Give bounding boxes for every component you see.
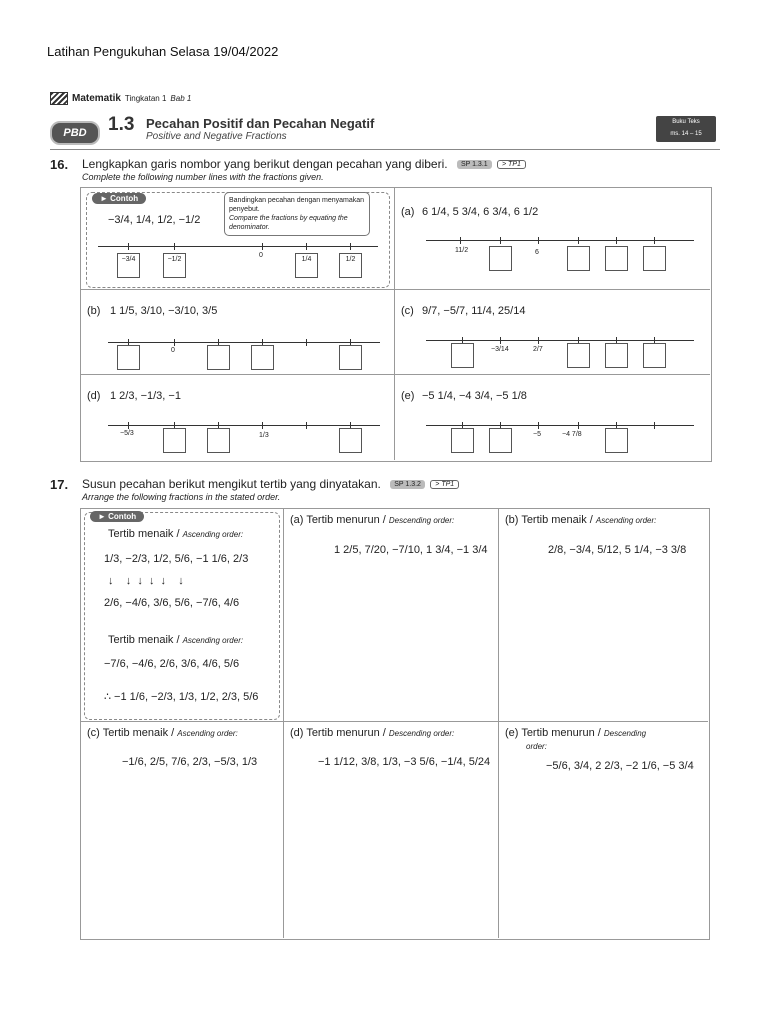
q17-number: 17. [50,477,69,492]
tick [128,243,129,250]
q16e-answer-box[interactable] [489,428,512,453]
tick [262,422,263,429]
q16b-answer-box[interactable] [339,345,362,370]
q16e-mark-1: −5 [533,431,541,438]
q16-grid-hline2 [80,374,710,375]
q16b-answer-box[interactable] [207,345,230,370]
q16b-label: (b) [87,305,101,317]
tick [578,422,579,429]
q17b-fractions: 2/8, −3/4, 5/12, 5 1/4, −3 3/8 [548,544,687,556]
q17-tp-tag: > TP1 [430,480,459,489]
tick [654,422,655,429]
q16-example-zero: 0 [259,252,263,259]
q16d-mark-1: −5/3 [120,430,134,437]
q17-example-line-4: ∴ −1 1/6, −2/3, 1/3, 1/2, 2/3, 5/6 [104,691,259,703]
q16c-fractions: 9/7, −5/7, 11/4, 25/14 [422,305,526,317]
q17-example-heading-1 [108,528,243,540]
descending-ms: Tertib menurun / [306,727,386,739]
q17d-heading [290,727,454,739]
q17a-heading [290,514,454,526]
q16-example-box-2: −1/2 [163,253,186,278]
q17-grid-vline1 [283,508,284,938]
q16b-fractions: 1 1/5, 3/10, −3/10, 3/5 [110,305,218,317]
section-number: 1.3 [108,114,135,135]
ascending-ms: Tertib menaik / [108,528,180,540]
descending-en-short: Descending [603,729,647,738]
tick [538,237,539,244]
q17-grid-hline [80,721,708,722]
q17-text [82,477,459,491]
q16c-mark-1: −3/14 [491,346,509,353]
tick [500,337,501,344]
q17b-heading [505,514,656,526]
q16c-answer-box[interactable] [451,343,474,368]
section-subtitle: Positive and Negative Fractions [146,131,287,142]
q16e-label: (e) [401,390,415,402]
tick [578,237,579,244]
q16d-numberline [108,425,380,426]
book-subject: Matematik [72,93,121,104]
q16-sp-tag: SP 1.3.1 [457,160,492,169]
q16a-mark-2: 6 [535,249,539,256]
q17a-fractions: 1 2/5, 7/20, −7/10, 1 3/4, −1 3/4 [334,544,488,556]
q17c-label: (c) [87,727,100,739]
q17d-label: (d) [290,727,304,739]
q16-example-box-3: 1/4 [295,253,318,278]
q16b-mark-1: 0 [171,347,175,354]
q16-example-numberline [98,246,378,247]
q17-text-ms: Susun pecahan berikut mengikut tertib yang dinyatakan. [82,477,381,491]
q16-text-ms: Lengkapkan garis nombor yang berikut dengan pecahan yang diberi. [82,157,448,171]
q16d-answer-box[interactable] [163,428,186,453]
q16e-answer-box[interactable] [451,428,474,453]
q16a-answer-box[interactable] [643,246,666,271]
q16-grid-hline1 [80,289,710,290]
q16a-answer-box[interactable] [605,246,628,271]
q16-contoh-tag: ► Contoh [92,193,146,204]
descending-en: Descending order: [388,729,455,738]
tick [128,422,129,429]
ascending-en: Ascending order: [182,530,244,539]
tick [174,243,175,250]
book-level: Tingkatan 1 [124,94,167,103]
header-rule [50,149,720,150]
book-header [50,92,191,105]
q16d-label: (d) [87,390,101,402]
q17-contoh-tag: ► Contoh [90,511,144,522]
q17-sp-tag: SP 1.3.2 [390,480,425,489]
q16-text [82,157,526,171]
tick [306,422,307,429]
q16a-mark-1: 11/2 [455,247,469,254]
q17-example-panel [84,512,280,720]
tick [174,339,175,346]
q16d-answer-box[interactable] [207,428,230,453]
q17e-heading-order: order: [526,742,547,751]
q17-example-heading-2 [108,634,243,646]
q17a-label: (a) [290,514,304,526]
q16a-answer-box[interactable] [567,246,590,271]
tick [306,243,307,250]
tick [262,243,263,250]
q17-grid-vline2 [498,508,499,938]
ascending-en: Ascending order: [182,636,244,645]
q16b-answer-box[interactable] [117,345,140,370]
tick [654,237,655,244]
q16e-mark-2: −4 7/8 [562,431,582,438]
q17b-label: (b) [505,514,519,526]
q17e-fractions: −5/6, 3/4, 2 2/3, −2 1/6, −5 3/4 [546,760,694,772]
q16-number: 16. [50,157,69,172]
q16b-numberline [108,342,380,343]
q17e-label: (e) [505,727,519,739]
buku-teks-pages: ms. 14 – 15 [670,131,702,137]
q17-example-arrows: ↓ ↓ ↓ ↓ ↓ ↓ [108,575,184,587]
q16a-answer-box[interactable] [489,246,512,271]
q16-example-box-1: −3/4 [117,253,140,278]
buku-teks-badge [656,116,716,142]
q16c-answer-box[interactable] [643,343,666,368]
q16-note-en: Compare the fractions by equating the denominator. [229,215,348,231]
q16-example-note [224,192,370,236]
section-title: Pecahan Positif dan Pecahan Negatif [146,116,375,131]
descending-ms: Tertib menurun / [521,727,601,739]
q17c-fractions: −1/6, 2/5, 7/6, 2/3, −5/3, 1/3 [122,756,258,768]
q16c-label: (c) [401,305,414,317]
ascending-ms: Tertib menaik / [108,634,180,646]
tick [538,337,539,344]
book-logo-icon [50,92,68,105]
q16a-fractions: 6 1/4, 5 3/4, 6 3/4, 6 1/2 [422,206,539,218]
q17-example-line-3: −7/6, −4/6, 2/6, 3/6, 4/6, 5/6 [104,658,240,670]
q16d-fractions: 1 2/3, −1/3, −1 [110,390,181,402]
book-chapter: Bab 1 [170,94,192,103]
q17-example-line-2: 2/6, −4/6, 3/6, 5/6, −7/6, 4/6 [104,597,240,609]
pbd-badge: PBD [50,121,100,145]
q16d-answer-box[interactable] [339,428,362,453]
q16d-mark-2: 1/3 [259,432,269,439]
tick [306,339,307,346]
q16a-label: (a) [401,206,415,218]
tick [460,237,461,244]
q17-subtext: Arrange the following fractions in the stated order. [82,492,281,502]
q16c-mark-2: 2/7 [533,346,543,353]
tick [538,422,539,429]
ascending-en: Ascending order: [595,516,657,525]
tick [500,237,501,244]
q16e-fractions: −5 1/4, −4 3/4, −5 1/8 [422,390,527,402]
tick [350,243,351,250]
q16-example-fractions: −3/4, 1/4, 1/2, −1/2 [108,214,201,226]
q16-subtext: Complete the following number lines with the fractions given. [82,172,324,182]
q17c-heading [87,727,238,739]
ascending-en: Ascending order: [177,729,238,738]
q16-tp-tag: > TP1 [497,160,526,169]
q16c-answer-box[interactable] [605,343,628,368]
descending-ms: Tertib menurun / [306,514,386,526]
q17e-heading [505,727,646,739]
ascending-ms: Tertib menaik / [102,727,175,739]
descending-en: Descending order: [388,516,455,525]
buku-teks-label: Buku Teks [672,119,700,125]
q16-grid-vline [394,187,395,460]
q17-example-line-1: 1/3, −2/3, 1/2, 5/6, −1 1/6, 2/3 [104,553,249,565]
tick [616,237,617,244]
q16-example-box-4: 1/2 [339,253,362,278]
q16b-answer-box[interactable] [251,345,274,370]
q17d-fractions: −1 1/12, 3/8, 1/3, −3 5/6, −1/4, 5/24 [318,756,491,768]
ascending-ms: Tertib menaik / [521,514,593,526]
page-header: Latihan Pengukuhan Selasa 19/04/2022 [47,44,279,59]
q16-note-ms: Bandingkan pecahan dengan menyamakan penyebut. [229,197,365,213]
q16e-answer-box[interactable] [605,428,628,453]
q16c-answer-box[interactable] [567,343,590,368]
